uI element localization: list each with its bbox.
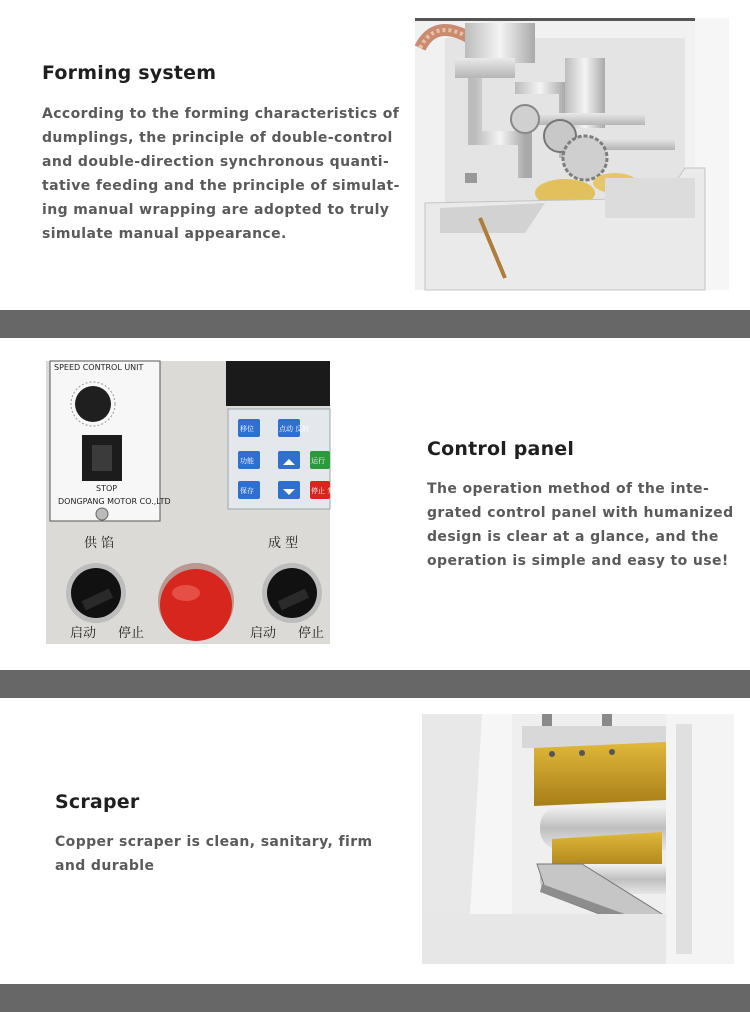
section-scraper <box>0 698 750 982</box>
text-line: grated control panel with humanized <box>427 505 734 521</box>
right-knob-label: 成 型 <box>268 536 299 551</box>
control-panel-photo <box>46 361 342 644</box>
text-line: The operation method of the inte- <box>427 481 710 497</box>
keypad-key-stop-reset: 停止 复位 <box>311 487 342 495</box>
keypad-key-save: 保存 <box>240 487 254 495</box>
copper-scraper <box>534 742 666 806</box>
text-line: and double-direction synchronous quanti- <box>42 154 390 170</box>
section-divider <box>0 984 750 1012</box>
text-line: ing manual wrapping are adopted to truly <box>42 202 390 218</box>
speed-control-unit-label: SPEED CONTROL UNIT <box>54 363 144 372</box>
emergency-stop-button <box>160 569 232 641</box>
scraper-photo <box>422 714 734 964</box>
section-divider <box>0 670 750 698</box>
scraper-title: Scraper <box>55 791 140 813</box>
keypad-key-run: 运行 <box>311 457 325 465</box>
keypad-key-function: 功能 <box>240 457 254 465</box>
text-line: According to the forming characteristics of <box>42 106 400 122</box>
text-line: operation is simple and easy to use! <box>427 553 729 569</box>
control-panel-title: Control panel <box>427 438 575 460</box>
control-panel-description <box>427 477 734 573</box>
text-line: Copper scraper is clean, sanitary, firm <box>55 834 373 850</box>
keypad-key-jog: 点动 反转 <box>279 425 310 433</box>
section-divider <box>0 310 750 338</box>
keypad-key-shift: 移位 <box>240 425 254 433</box>
text-line: dumplings, the principle of double-control <box>42 130 393 146</box>
text-line: design is clear at a glance, and the <box>427 529 719 545</box>
scraper-description <box>55 830 385 878</box>
right-start-label: 启动 <box>250 626 277 641</box>
text-line: simulate manual appearance. <box>42 226 287 242</box>
section-control-panel <box>0 338 750 670</box>
left-knob-label: 供 馅 <box>84 536 115 551</box>
text-line: and durable <box>55 858 155 874</box>
stop-label: STOP <box>96 484 118 493</box>
forming-system-description <box>42 102 400 246</box>
section-forming-system <box>0 0 750 310</box>
right-stop-label: 停止 <box>298 626 325 641</box>
left-stop-label: 停止 <box>118 626 145 641</box>
text-line: tative feeding and the principle of simulat- <box>42 178 400 194</box>
forming-system-title: Forming system <box>42 62 217 84</box>
maker-label: DONGPANG MOTOR CO.,LTD <box>58 497 171 506</box>
forming-system-photo <box>415 18 729 290</box>
left-start-label: 启动 <box>70 626 97 641</box>
